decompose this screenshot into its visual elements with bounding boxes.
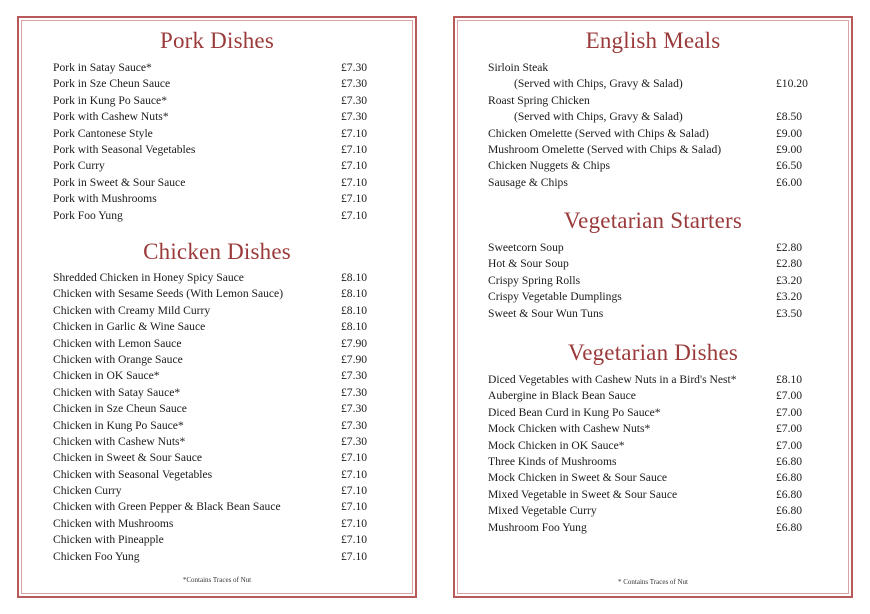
menu-item-name: Chicken in Sze Cheun Sauce [53, 402, 187, 416]
menu-item-name: Roast Spring Chicken [488, 93, 590, 107]
menu-item-price: £9.00 [776, 142, 803, 156]
menu-item-price: £7.10 [341, 533, 368, 547]
menu-item-price: £7.30 [341, 77, 368, 91]
english-meals-title: English Meals [585, 28, 721, 53]
menu-item-price: £6.80 [776, 454, 803, 468]
menu-item-name: Pork with Seasonal Vegetables [53, 142, 196, 156]
menu-item-name: Chicken in OK Sauce* [53, 369, 160, 383]
vegetarian-dishes-title: Vegetarian Dishes [567, 340, 739, 365]
menu-item-name: Pork in Kung Po Sauce* [53, 93, 168, 107]
menu-item-price: £7.00 [776, 422, 803, 436]
menu-item-price: £2.80 [776, 241, 803, 254]
nut-footnote: * Contains Traces of Nut [618, 578, 688, 586]
menu-item-price: £10.20 [776, 77, 808, 91]
menu-item-name: Chicken with Creamy Mild Curry [53, 303, 211, 317]
menu-item-name: Mushroom Omelette (Served with Chips & Salad) [488, 142, 722, 156]
menu-item-name: Pork Foo Yung [53, 208, 123, 222]
menu-item-name: Mixed Vegetable Curry [488, 504, 597, 518]
menu-item-price: £7.10 [341, 142, 368, 156]
menu-item-price: £7.30 [341, 61, 368, 74]
menu-item-price: £2.80 [776, 257, 803, 271]
menu-item-name: Pork in Satay Sauce* [53, 61, 152, 74]
menu-item-name: Chicken with Cashew Nuts* [53, 434, 186, 448]
menu-item-name: (Served with Chips, Gravy & Salad) [514, 77, 683, 91]
menu-item-name: Chicken with Sesame Seeds (With Lemon Sauce) [53, 287, 284, 301]
menu-item-name: Crispy Vegetable Dumplings [488, 290, 622, 304]
menu-item-price: £7.10 [341, 208, 368, 222]
menu-item-price: £3.50 [776, 306, 803, 320]
menu-item-name: Pork Cantonese Style [53, 126, 153, 140]
menu-item-name: Diced Bean Curd in Kung Po Sauce* [488, 405, 661, 419]
menu-item-name: Mushroom Foo Yung [488, 520, 587, 534]
menu-item-name: Pork with Cashew Nuts* [53, 110, 169, 124]
menu-item-name: Hot & Sour Soup [488, 257, 569, 271]
menu-item-price: £7.30 [341, 110, 368, 124]
menu-item-name: Chicken in Garlic & Wine Sauce [53, 320, 206, 334]
menu-item-price: £7.30 [341, 402, 368, 416]
menu-item-price: £7.10 [341, 484, 368, 498]
menu-item-name: Mock Chicken in OK Sauce* [488, 438, 625, 452]
menu-item-price: £7.10 [341, 126, 368, 140]
menu-item-price: £6.80 [776, 487, 803, 501]
menu-item-name: Chicken with Green Pepper & Black Bean Sauce [53, 500, 281, 514]
menu-item-price: £8.10 [776, 373, 803, 386]
menu-item-price: £8.10 [341, 303, 368, 317]
nut-footnote: *Contains Traces of Nut [182, 576, 252, 584]
menu-item-price: £7.10 [341, 516, 368, 530]
menu-item-name: Mock Chicken in Sweet & Sour Sauce [488, 471, 668, 485]
menu-item-price: £7.90 [341, 352, 368, 366]
menu-item-name: Chicken with Pineapple [53, 533, 164, 547]
menu-item-name: Chicken with Orange Sauce [53, 352, 183, 366]
menu-item-price: £8.10 [341, 287, 368, 301]
pork-dishes-title: Pork Dishes [159, 28, 274, 53]
menu-item-price: £7.10 [341, 175, 368, 189]
left-menu-page [17, 16, 417, 598]
menu-item-name: Mock Chicken with Cashew Nuts* [488, 422, 651, 436]
chicken-dishes-title: Chicken Dishes [143, 239, 291, 264]
menu-item-name: Chicken in Sweet & Sour Sauce [53, 451, 203, 465]
menu-item-price: £9.00 [776, 126, 803, 140]
menu-item-price: £8.10 [341, 320, 368, 334]
menu-item-name: Three Kinds of Mushrooms [488, 454, 617, 468]
menu-item-price: £7.10 [341, 549, 368, 563]
menu-item-price: £7.10 [341, 467, 368, 481]
menu-item-name: Chicken Nuggets & Chips [488, 159, 611, 173]
menu-item-name: Chicken with Mushrooms [53, 516, 174, 530]
menu-item-name: Sirloin Steak [488, 61, 549, 74]
menu-item-name: Pork Curry [53, 159, 105, 173]
menu-item-price: £7.00 [776, 438, 803, 452]
menu-item-price: £6.50 [776, 159, 803, 173]
menu-item-name: Sweetcorn Soup [488, 241, 564, 254]
menu-item-name: Sausage & Chips [488, 175, 568, 189]
menu-item-name: Mixed Vegetable in Sweet & Sour Sauce [488, 487, 678, 501]
menu-item-price: £8.50 [776, 110, 803, 124]
menu-item-price: £7.90 [341, 336, 368, 350]
menu-item-price: £7.30 [341, 369, 368, 383]
menu-item-price: £7.30 [341, 434, 368, 448]
menu-item-price: £3.20 [776, 273, 803, 287]
menu-item-price: £7.10 [341, 500, 368, 514]
menu-item-price: £7.30 [341, 385, 368, 399]
vegetarian-starters-title: Vegetarian Starters [563, 208, 743, 233]
menu-item-name: (Served with Chips, Gravy & Salad) [514, 110, 683, 124]
menu-item-name: Crispy Spring Rolls [488, 273, 581, 287]
menu-item-price: £7.10 [341, 192, 368, 206]
menu-item-name: Pork in Sweet & Sour Sauce [53, 175, 186, 189]
menu-item-price: £7.10 [341, 159, 368, 173]
menu-item-price: £7.30 [341, 418, 368, 432]
menu-item-name: Aubergine in Black Bean Sauce [488, 389, 636, 403]
menu-item-price: £7.10 [341, 451, 368, 465]
menu-item-price: £6.80 [776, 520, 803, 534]
menu-item-name: Pork in Sze Cheun Sauce [53, 77, 171, 91]
menu-item-price: £7.30 [341, 93, 368, 107]
menu-item-price: £6.80 [776, 471, 803, 485]
menu-item-price: £6.00 [776, 175, 803, 189]
menu-item-name: Chicken Omelette (Served with Chips & Salad) [488, 126, 709, 140]
menu-item-name: Chicken Foo Yung [53, 549, 140, 563]
menu-item-name: Pork with Mushrooms [53, 192, 157, 206]
menu-item-name: Shredded Chicken in Honey Spicy Sauce [53, 271, 244, 284]
menu-item-name: Sweet & Sour Wun Tuns [488, 306, 604, 320]
right-menu-page [453, 16, 853, 598]
menu-item-name: Chicken with Seasonal Vegetables [53, 467, 213, 481]
menu-item-name: Diced Vegetables with Cashew Nuts in a Bird's Nest* [488, 373, 737, 386]
menu-item-name: Chicken Curry [53, 484, 122, 498]
menu-item-name: Chicken in Kung Po Sauce* [53, 418, 184, 432]
menu-item-price: £3.20 [776, 290, 803, 304]
menu-item-price: £7.00 [776, 405, 803, 419]
menu-item-name: Chicken with Lemon Sauce [53, 336, 182, 350]
menu-item-price: £8.10 [341, 271, 368, 284]
menu-item-name: Chicken with Satay Sauce* [53, 385, 181, 399]
menu-item-price: £7.00 [776, 389, 803, 403]
menu-item-price: £6.80 [776, 504, 803, 518]
